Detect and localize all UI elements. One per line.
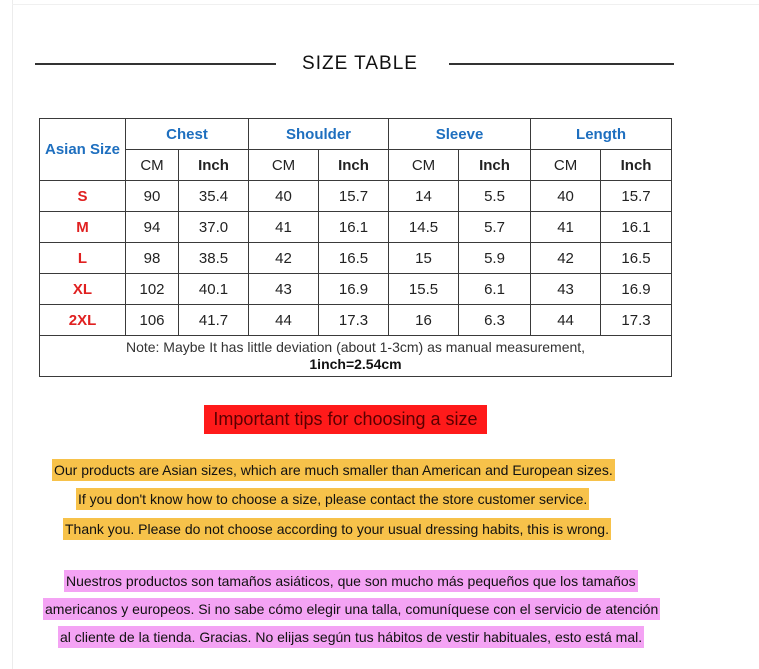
- table-cell: 41.7: [179, 305, 249, 336]
- table-cell: 42: [531, 243, 601, 274]
- unit-cell: CM: [531, 150, 601, 181]
- unit-cell: Inch: [319, 150, 389, 181]
- frame-top-border: [12, 4, 759, 5]
- table-cell: 106: [126, 305, 179, 336]
- unit-cell: Inch: [601, 150, 672, 181]
- table-cell: 16.9: [601, 274, 672, 305]
- table-cell: 44: [531, 305, 601, 336]
- table-cell: 41: [249, 212, 319, 243]
- table-cell: 40: [531, 181, 601, 212]
- table-cell: 15.7: [319, 181, 389, 212]
- title-section: [0, 52, 759, 76]
- table-cell: 16.5: [319, 243, 389, 274]
- chest-header: Chest: [126, 119, 249, 150]
- table-header-row: [40, 119, 672, 150]
- table-cell: 37.0: [179, 212, 249, 243]
- conversion-note: 1inch=2.54cm: [309, 356, 402, 372]
- size-label: L: [40, 243, 126, 274]
- english-tip-line: If you don't know how to choose a size, please contact the store customer service.: [76, 488, 589, 510]
- table-row: [40, 212, 672, 243]
- table-cell: 16.1: [601, 212, 672, 243]
- spanish-tip-line: americanos y europeos. Si no sabe cómo elegir una talla, comuníquese con el servicio de atención: [43, 598, 660, 620]
- note-text: Note: Maybe It has little deviation (about 1-3cm) as manual measurement,: [125, 339, 586, 355]
- table-row: [40, 243, 672, 274]
- title-rule-right: [449, 63, 674, 65]
- table-cell: 98: [126, 243, 179, 274]
- size-label: S: [40, 181, 126, 212]
- table-cell: 40: [249, 181, 319, 212]
- table-cell: 5.5: [459, 181, 531, 212]
- length-header: Length: [531, 119, 672, 150]
- unit-cell: CM: [389, 150, 459, 181]
- table-cell: 16.9: [319, 274, 389, 305]
- note-row: [40, 336, 672, 377]
- table-cell: 40.1: [179, 274, 249, 305]
- unit-cell: Inch: [179, 150, 249, 181]
- english-tip-line: Thank you. Please do not choose according to your usual dressing habits, this is wrong.: [63, 518, 611, 540]
- table-row: [40, 305, 672, 336]
- table-cell: 17.3: [601, 305, 672, 336]
- table-cell: 16.5: [601, 243, 672, 274]
- size-label: XL: [40, 274, 126, 305]
- table-cell: 42: [249, 243, 319, 274]
- table-cell: 43: [249, 274, 319, 305]
- table-cell: 94: [126, 212, 179, 243]
- tips-heading: Important tips for choosing a size: [204, 405, 487, 434]
- spanish-tip-line: al cliente de la tienda. Gracias. No elijas según tus hábitos de vestir habituales, esto está mal.: [58, 626, 644, 648]
- shoulder-header: Shoulder: [249, 119, 389, 150]
- table-cell: 90: [126, 181, 179, 212]
- page-title: SIZE TABLE: [302, 53, 418, 74]
- table-cell: 16: [389, 305, 459, 336]
- table-cell: 41: [531, 212, 601, 243]
- table-cell: 15.5: [389, 274, 459, 305]
- table-cell: 15.7: [601, 181, 672, 212]
- size-table: [39, 118, 672, 377]
- table-cell: 5.7: [459, 212, 531, 243]
- table-cell: 17.3: [319, 305, 389, 336]
- note-cell: [40, 336, 672, 377]
- sleeve-header: Sleeve: [389, 119, 531, 150]
- table-cell: 35.4: [179, 181, 249, 212]
- asian-size-header: Asian Size: [40, 119, 126, 181]
- unit-cell: CM: [126, 150, 179, 181]
- table-cell: 43: [531, 274, 601, 305]
- table-cell: 6.3: [459, 305, 531, 336]
- table-cell: 16.1: [319, 212, 389, 243]
- title-rule-left: [35, 63, 276, 65]
- table-row: [40, 274, 672, 305]
- english-tip-line: Our products are Asian sizes, which are much smaller than American and European sizes.: [52, 459, 615, 481]
- table-cell: 6.1: [459, 274, 531, 305]
- table-cell: 102: [126, 274, 179, 305]
- unit-cell: Inch: [459, 150, 531, 181]
- spanish-tip-line: Nuestros productos son tamaños asiáticos, que son mucho más pequeños que los tamaños: [64, 570, 638, 592]
- table-cell: 5.9: [459, 243, 531, 274]
- table-cell: 14.5: [389, 212, 459, 243]
- frame-left-border: [12, 0, 13, 669]
- table-cell: 38.5: [179, 243, 249, 274]
- unit-cell: CM: [249, 150, 319, 181]
- size-label: 2XL: [40, 305, 126, 336]
- table-row: [40, 181, 672, 212]
- table-cell: 14: [389, 181, 459, 212]
- units-row: [40, 150, 672, 181]
- table-cell: 15: [389, 243, 459, 274]
- table-cell: 44: [249, 305, 319, 336]
- size-label: M: [40, 212, 126, 243]
